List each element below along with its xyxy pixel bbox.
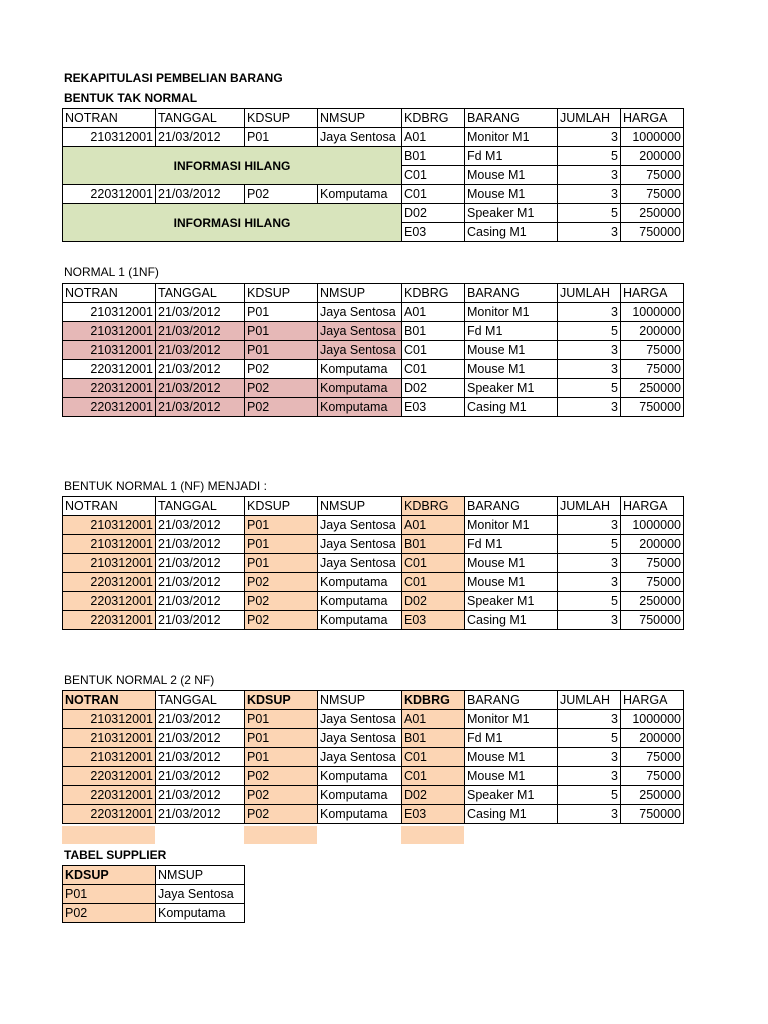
table-row [63,573,684,592]
table-row [63,535,684,554]
jumlah-cell: 3 [558,573,621,592]
header-cell: BARANG [465,497,558,516]
kdsup-cell: P02 [245,592,318,611]
tanggal-cell: 21/03/2012 [156,516,245,535]
table-row [63,885,245,904]
nmsup-cell: Jaya Sentosa [318,729,402,748]
barang-cell: Monitor M1 [465,516,558,535]
kdsup-cell: P02 [245,379,318,398]
tanggal-cell: 21/03/2012 [156,535,245,554]
harga-cell: 75000 [621,166,684,185]
nmsup-cell: Jaya Sentosa [318,554,402,573]
table-row [63,379,684,398]
harga-cell: 750000 [621,398,684,417]
kdbrg-cell: C01 [402,767,465,786]
harga-cell: 1000000 [621,710,684,729]
header-cell: HARGA [621,497,684,516]
kdbrg-cell: C01 [402,166,465,185]
kdsup-cell: P02 [63,904,156,923]
harga-cell: 75000 [621,748,684,767]
nmsup-cell: Jaya Sentosa [156,885,245,904]
tanggal-cell: 21/03/2012 [156,573,245,592]
header-cell: HARGA [621,284,684,303]
kdbrg-cell: C01 [402,185,465,204]
tanggal-cell: 21/03/2012 [156,322,245,341]
info-hilang-cell: INFORMASI HILANG [63,147,402,185]
barang-cell: Monitor M1 [465,710,558,729]
tanggal-cell: 21/03/2012 [156,128,245,147]
nmsup-cell: Komputama [318,360,402,379]
kdsup-cell: P01 [245,516,318,535]
barang-cell: Fd M1 [465,147,558,166]
notran-cell: 210312001 [63,303,156,322]
nmsup-cell: Komputama [318,786,402,805]
jumlah-cell: 5 [558,322,621,341]
harga-cell: 1000000 [621,516,684,535]
nmsup-cell: Komputama [318,379,402,398]
jumlah-cell: 3 [558,805,621,824]
table-row [63,516,684,535]
header-cell: NMSUP [318,284,402,303]
tanggal-cell: 21/03/2012 [156,710,245,729]
menjadi-table [62,496,684,630]
nmsup-cell: Komputama [318,185,402,204]
harga-cell: 75000 [621,573,684,592]
jumlah-cell: 5 [558,729,621,748]
table-row [63,786,684,805]
barang-cell: Speaker M1 [465,379,558,398]
barang-cell: Mouse M1 [465,573,558,592]
kdbrg-cell: A01 [402,516,465,535]
barang-cell: Casing M1 [465,398,558,417]
kdsup-cell: P01 [245,535,318,554]
tanggal-cell: 21/03/2012 [156,729,245,748]
nmsup-cell: Komputama [318,398,402,417]
jumlah-cell: 3 [558,223,621,242]
nmsup-cell: Komputama [318,611,402,630]
table-row [63,554,684,573]
kdbrg-cell: C01 [402,573,465,592]
key-highlight-strip [401,826,464,844]
barang-cell: Casing M1 [465,223,558,242]
header-cell: KDBRG [402,109,465,128]
table-row [63,748,684,767]
notran-cell: 210312001 [63,748,156,767]
notran-cell: 210312001 [63,710,156,729]
table-row [63,360,684,379]
table-row [63,128,684,147]
kdsup-cell: P01 [245,128,318,147]
notran-cell: 220312001 [63,611,156,630]
barang-cell: Fd M1 [465,535,558,554]
barang-cell: Mouse M1 [465,166,558,185]
nmsup-cell: Komputama [318,805,402,824]
barang-cell: Monitor M1 [465,303,558,322]
table-row [63,767,684,786]
table-row [63,611,684,630]
notran-cell: 220312001 [63,805,156,824]
notran-cell: 220312001 [63,786,156,805]
kdsup-cell: P02 [245,360,318,379]
harga-cell: 75000 [621,767,684,786]
header-cell: JUMLAH [558,109,621,128]
jumlah-cell: 3 [558,767,621,786]
kdbrg-cell: D02 [402,379,465,398]
header-row [63,691,684,710]
kdbrg-cell: E03 [402,223,465,242]
header-cell: KDSUP [245,284,318,303]
header-cell-key: NOTRAN [63,691,156,710]
jumlah-cell: 3 [558,710,621,729]
header-cell: NOTRAN [63,284,156,303]
nmsup-cell: Komputama [318,573,402,592]
barang-cell: Casing M1 [465,805,558,824]
key-highlight-strip [62,826,155,844]
harga-cell: 200000 [621,322,684,341]
barang-cell: Monitor M1 [465,128,558,147]
jumlah-cell: 5 [558,592,621,611]
kdsup-cell: P01 [245,748,318,767]
kdsup-cell: P01 [63,885,156,904]
kdbrg-cell: A01 [402,303,465,322]
nmsup-cell: Jaya Sentosa [318,710,402,729]
kdbrg-cell: C01 [402,748,465,767]
main-title: REKAPITULASI PEMBELIAN BARANG [64,71,283,85]
header-cell: TANGGAL [156,284,245,303]
header-cell: HARGA [621,109,684,128]
header-cell-key: KDBRG [402,497,465,516]
jumlah-cell: 5 [558,379,621,398]
table-row [63,204,684,223]
jumlah-cell: 5 [558,204,621,223]
nmsup-cell: Komputama [156,904,245,923]
menjadi-title: BENTUK NORMAL 1 (NF) MENJADI : [64,479,267,493]
header-cell: NMSUP [156,866,245,885]
kdsup-cell: P02 [245,805,318,824]
tanggal-cell: 21/03/2012 [156,592,245,611]
barang-cell: Mouse M1 [465,360,558,379]
nmsup-cell: Jaya Sentosa [318,128,402,147]
nmsup-cell: Komputama [318,592,402,611]
tak-normal-table [62,108,684,242]
header-cell: KDBRG [402,284,465,303]
notran-cell: 220312001 [63,398,156,417]
tanggal-cell: 21/03/2012 [156,805,245,824]
barang-cell: Casing M1 [465,611,558,630]
header-cell: JUMLAH [558,497,621,516]
tanggal-cell: 21/03/2012 [156,360,245,379]
barang-cell: Mouse M1 [465,341,558,360]
harga-cell: 200000 [621,535,684,554]
header-cell: KDSUP [245,497,318,516]
kdbrg-cell: C01 [402,554,465,573]
tanggal-cell: 21/03/2012 [156,379,245,398]
barang-cell: Speaker M1 [465,204,558,223]
header-cell: JUMLAH [558,284,621,303]
nmsup-cell: Komputama [318,767,402,786]
header-cell: HARGA [621,691,684,710]
notran-cell: 220312001 [63,185,156,204]
jumlah-cell: 3 [558,303,621,322]
header-cell-key: KDSUP [245,691,318,710]
notran-cell: 220312001 [63,592,156,611]
info-hilang-cell: INFORMASI HILANG [63,204,402,242]
jumlah-cell: 3 [558,554,621,573]
harga-cell: 200000 [621,729,684,748]
table-row [63,322,684,341]
harga-cell: 75000 [621,554,684,573]
header-cell: JUMLAH [558,691,621,710]
header-cell: TANGGAL [156,691,245,710]
kdbrg-cell: B01 [402,729,465,748]
barang-cell: Fd M1 [465,322,558,341]
harga-cell: 75000 [621,341,684,360]
kdsup-cell: P02 [245,611,318,630]
barang-cell: Speaker M1 [465,786,558,805]
tanggal-cell: 21/03/2012 [156,554,245,573]
kdsup-cell: P01 [245,322,318,341]
harga-cell: 750000 [621,611,684,630]
jumlah-cell: 3 [558,166,621,185]
harga-cell: 75000 [621,360,684,379]
header-cell: BARANG [465,284,558,303]
tanggal-cell: 21/03/2012 [156,398,245,417]
key-highlight-strip [244,826,317,844]
supplier-table [62,865,245,923]
normal1-table [62,283,684,417]
header-cell: NOTRAN [63,109,156,128]
notran-cell: 210312001 [63,554,156,573]
harga-cell: 250000 [621,592,684,611]
kdsup-cell: P02 [245,185,318,204]
harga-cell: 750000 [621,223,684,242]
kdbrg-cell: D02 [402,204,465,223]
header-cell: BARANG [465,109,558,128]
kdbrg-cell: E03 [402,611,465,630]
kdsup-cell: P01 [245,554,318,573]
notran-cell: 210312001 [63,516,156,535]
kdsup-cell: P02 [245,573,318,592]
tanggal-cell: 21/03/2012 [156,786,245,805]
harga-cell: 1000000 [621,128,684,147]
jumlah-cell: 5 [558,147,621,166]
tanggal-cell: 21/03/2012 [156,611,245,630]
kdsup-cell: P01 [245,341,318,360]
nmsup-cell: Jaya Sentosa [318,303,402,322]
nmsup-cell: Jaya Sentosa [318,341,402,360]
kdbrg-cell: D02 [402,786,465,805]
header-cell: TANGGAL [156,109,245,128]
harga-cell: 200000 [621,147,684,166]
kdbrg-cell: E03 [402,398,465,417]
harga-cell: 75000 [621,185,684,204]
harga-cell: 750000 [621,805,684,824]
tanggal-cell: 21/03/2012 [156,185,245,204]
jumlah-cell: 3 [558,748,621,767]
table-row [63,729,684,748]
table-row [63,303,684,322]
notran-cell: 210312001 [63,341,156,360]
jumlah-cell: 5 [558,535,621,554]
table-row [63,147,684,166]
kdsup-cell: P01 [245,729,318,748]
notran-cell: 210312001 [63,322,156,341]
notran-cell: 220312001 [63,360,156,379]
tak-normal-title: BENTUK TAK NORMAL [64,91,198,105]
kdbrg-cell: B01 [402,535,465,554]
header-cell-key: KDBRG [402,691,465,710]
kdbrg-cell: C01 [402,360,465,379]
nmsup-cell: Jaya Sentosa [318,516,402,535]
jumlah-cell: 3 [558,128,621,147]
header-cell: NMSUP [318,109,402,128]
tanggal-cell: 21/03/2012 [156,748,245,767]
kdbrg-cell: E03 [402,805,465,824]
nmsup-cell: Jaya Sentosa [318,322,402,341]
kdbrg-cell: B01 [402,322,465,341]
table-row [63,398,684,417]
kdsup-cell: P02 [245,786,318,805]
table-row [63,341,684,360]
tanggal-cell: 21/03/2012 [156,341,245,360]
kdsup-cell: P02 [245,767,318,786]
barang-cell: Mouse M1 [465,554,558,573]
tanggal-cell: 21/03/2012 [156,767,245,786]
nmsup-cell: Jaya Sentosa [318,748,402,767]
header-cell: NOTRAN [63,497,156,516]
table-row [63,904,245,923]
notran-cell: 220312001 [63,379,156,398]
notran-cell: 220312001 [63,573,156,592]
table-row [63,185,684,204]
barang-cell: Mouse M1 [465,185,558,204]
kdsup-cell: P01 [245,303,318,322]
header-cell: NMSUP [318,497,402,516]
kdsup-cell: P01 [245,710,318,729]
kdbrg-cell: D02 [402,592,465,611]
jumlah-cell: 3 [558,360,621,379]
harga-cell: 250000 [621,204,684,223]
kdbrg-cell: B01 [402,147,465,166]
jumlah-cell: 3 [558,398,621,417]
notran-cell: 210312001 [63,535,156,554]
normal2-title: BENTUK NORMAL 2 (2 NF) [64,673,215,687]
header-row [63,497,684,516]
tanggal-cell: 21/03/2012 [156,303,245,322]
harga-cell: 1000000 [621,303,684,322]
notran-cell: 210312001 [63,128,156,147]
header-cell: NMSUP [318,691,402,710]
barang-cell: Mouse M1 [465,767,558,786]
kdbrg-cell: C01 [402,341,465,360]
jumlah-cell: 3 [558,516,621,535]
table-row [63,710,684,729]
supplier-title: TABEL SUPPLIER [64,848,167,862]
normal1-title: NORMAL 1 (1NF) [64,265,159,279]
normal2-table [62,690,684,824]
header-cell: BARANG [465,691,558,710]
barang-cell: Speaker M1 [465,592,558,611]
header-row [63,866,245,885]
header-cell-key: KDSUP [63,866,156,885]
header-row [63,284,684,303]
harga-cell: 250000 [621,379,684,398]
barang-cell: Fd M1 [465,729,558,748]
header-cell: TANGGAL [156,497,245,516]
jumlah-cell: 3 [558,611,621,630]
jumlah-cell: 5 [558,786,621,805]
notran-cell: 210312001 [63,729,156,748]
table-row [63,592,684,611]
harga-cell: 250000 [621,786,684,805]
header-cell: KDSUP [245,109,318,128]
kdbrg-cell: A01 [402,710,465,729]
jumlah-cell: 3 [558,341,621,360]
kdbrg-cell: A01 [402,128,465,147]
kdsup-cell: P02 [245,398,318,417]
notran-cell: 220312001 [63,767,156,786]
barang-cell: Mouse M1 [465,748,558,767]
table-row [63,805,684,824]
header-row [63,109,684,128]
nmsup-cell: Jaya Sentosa [318,535,402,554]
jumlah-cell: 3 [558,185,621,204]
